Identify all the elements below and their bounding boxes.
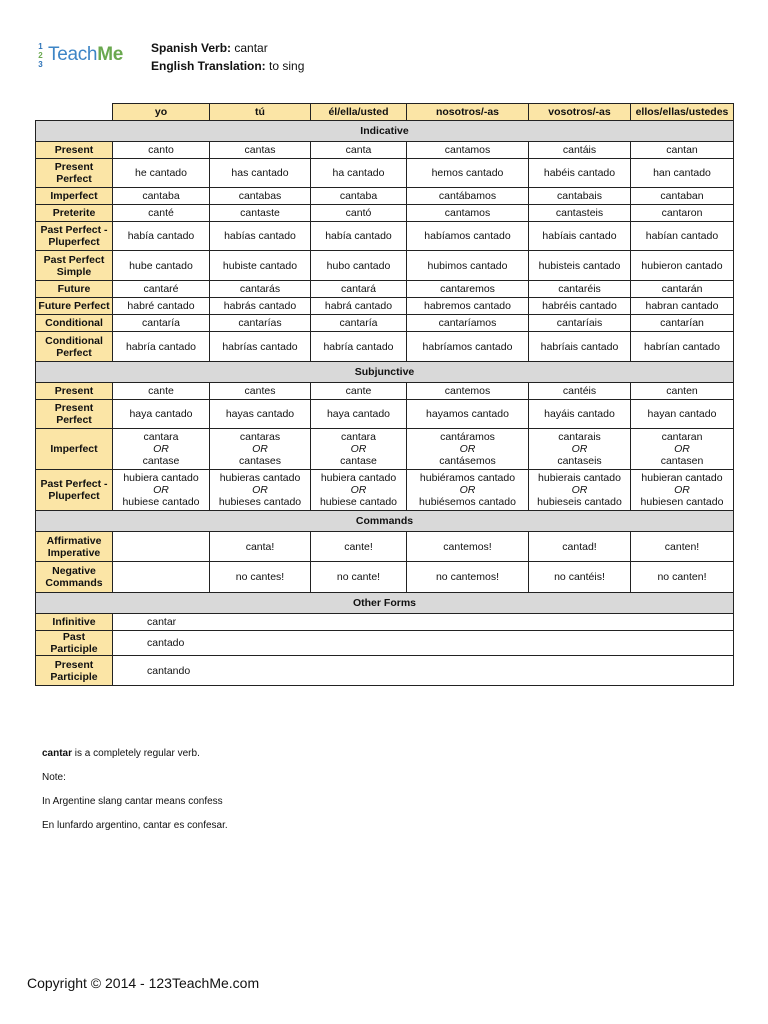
conjugation-cell: cantarás — [210, 281, 311, 298]
conjugation-cell: no cantes! — [210, 562, 311, 593]
or-separator: OR — [459, 443, 476, 455]
conjugation-cell: cantó — [311, 205, 407, 222]
other-form-value: cantar — [113, 614, 734, 631]
conjugation-cell: canté — [113, 205, 210, 222]
other-form-label: Past Participle — [36, 631, 113, 656]
conjugation-cell: cantarías — [210, 315, 311, 332]
conjugation-cell: había cantado — [113, 222, 210, 251]
conjugation-cell: no canten! — [631, 562, 734, 593]
conjugation-cell: hayas cantado — [210, 400, 311, 429]
conjugation-form: cantáramos — [440, 431, 495, 443]
conjugation-cell: cantaríais — [529, 315, 631, 332]
conjugation-form: cantasen — [660, 455, 704, 467]
verb-line — [151, 39, 304, 57]
tense-label: Past Perfect Simple — [36, 251, 113, 281]
conjugation-row — [36, 251, 734, 281]
conjugation-cell: hubieron cantado — [631, 251, 734, 281]
conjugation-cell: cantábamos — [407, 188, 529, 205]
conjugation-cell: cantáis — [529, 142, 631, 159]
logo-teach: Teach — [48, 44, 98, 65]
conjugation-cell: cantamos — [407, 142, 529, 159]
conjugation-form: hubiéramos cantado — [419, 472, 516, 484]
conjugation-cell — [529, 470, 631, 511]
conjugation-row — [36, 383, 734, 400]
conjugation-cell: hubiste cantado — [210, 251, 311, 281]
verb-label: Spanish Verb: — [151, 41, 232, 55]
conjugation-cell: canta — [311, 142, 407, 159]
conjugation-cell: cantaríamos — [407, 315, 529, 332]
conjugation-form: hubiera cantado — [123, 472, 199, 484]
tense-label: Preterite — [36, 205, 113, 222]
conjugation-cell: hemos cantado — [407, 159, 529, 188]
conjugation-cell: no cantemos! — [407, 562, 529, 593]
note-line: En lunfardo argentino, cantar es confesar. — [42, 820, 228, 831]
tense-label: Past Perfect - Pluperfect — [36, 222, 113, 251]
conjugation-cell: hubisteis cantado — [529, 251, 631, 281]
conjugation-form: cantase — [142, 455, 180, 467]
conjugation-cell: cantaba — [113, 188, 210, 205]
logo-mark — [36, 42, 45, 69]
conjugation-cell: habría cantado — [113, 332, 210, 362]
conjugation-cell: hayan cantado — [631, 400, 734, 429]
section-title: Subjunctive — [36, 362, 734, 383]
logo-digit: 1 — [38, 41, 43, 51]
conjugation-row — [36, 159, 734, 188]
other-form-row — [36, 631, 734, 656]
notes — [42, 748, 228, 844]
conjugation-row — [36, 188, 734, 205]
or-separator: OR — [674, 484, 690, 496]
copyright: Copyright © 2014 - 123TeachMe.com — [27, 975, 260, 991]
conjugation-cell: cantaréis — [529, 281, 631, 298]
conjugation-cell: han cantado — [631, 159, 734, 188]
conjugation-cell: cantamos — [407, 205, 529, 222]
tense-label: Present Perfect — [36, 400, 113, 429]
conjugation-cell: cantasteis — [529, 205, 631, 222]
conjugation-cell: habréis cantado — [529, 298, 631, 315]
conjugation-cell — [113, 470, 210, 511]
translation-label: English Translation: — [151, 59, 266, 73]
conjugation-cell: ha cantado — [311, 159, 407, 188]
conjugation-cell: cantad! — [529, 532, 631, 562]
section-header-row — [36, 362, 734, 383]
conjugation-row — [36, 142, 734, 159]
conjugation-form: hubiera cantado — [320, 472, 397, 484]
tense-label: Conditional — [36, 315, 113, 332]
logo — [36, 38, 123, 72]
section-title: Indicative — [36, 121, 734, 142]
logo-wordmark — [48, 44, 123, 66]
conjugation-cell: habrá cantado — [311, 298, 407, 315]
or-separator: OR — [153, 484, 169, 496]
conjugation-cell: cantaban — [631, 188, 734, 205]
translation-line — [151, 57, 304, 75]
column-header: vosotros/-as — [529, 104, 631, 121]
conjugation-row — [36, 222, 734, 251]
conjugation-cell: había cantado — [311, 222, 407, 251]
or-separator: OR — [571, 443, 588, 455]
conjugation-cell: habré cantado — [113, 298, 210, 315]
tense-label: Negative Commands — [36, 562, 113, 593]
conjugation-cell: cantaron — [631, 205, 734, 222]
conjugation-form: hubieran cantado — [641, 472, 723, 484]
conjugation-cell: hubo cantado — [311, 251, 407, 281]
conjugation-cell — [407, 470, 529, 511]
translation-value: to sing — [269, 59, 305, 73]
conjugation-cell — [210, 470, 311, 511]
conjugation-cell: cantaría — [113, 315, 210, 332]
conjugation-cell: habéis cantado — [529, 159, 631, 188]
other-form-row — [36, 656, 734, 686]
conjugation-row — [36, 281, 734, 298]
conjugation-row — [36, 429, 734, 470]
conjugation-cell: cantaba — [311, 188, 407, 205]
conjugation-row — [36, 332, 734, 362]
other-form-value: cantando — [113, 656, 734, 686]
conjugation-cell — [529, 429, 631, 470]
conjugation-cell — [631, 429, 734, 470]
other-form-value: cantado — [113, 631, 734, 656]
tense-label: Past Perfect - Pluperfect — [36, 470, 113, 511]
other-form-label: Present Participle — [36, 656, 113, 686]
tense-label: Present Perfect — [36, 159, 113, 188]
conjugation-cell: cantará — [311, 281, 407, 298]
conjugation-cell: cantemos! — [407, 532, 529, 562]
or-separator: OR — [350, 484, 367, 496]
conjugation-cell: cantabais — [529, 188, 631, 205]
column-header: él/ella/usted — [311, 104, 407, 121]
tense-label: Present — [36, 142, 113, 159]
conjugation-cell: no cante! — [311, 562, 407, 593]
other-form-label: Infinitive — [36, 614, 113, 631]
conjugation-cell: cantaremos — [407, 281, 529, 298]
conjugation-cell: canten — [631, 383, 734, 400]
conjugation-cell: habíamos cantado — [407, 222, 529, 251]
corner-cell — [36, 104, 113, 121]
tense-label: Conditional Perfect — [36, 332, 113, 362]
conjugation-cell: habías cantado — [210, 222, 311, 251]
conjugation-cell: cantaste — [210, 205, 311, 222]
verb-value: cantar — [234, 41, 268, 55]
conjugation-form: cantara — [340, 431, 377, 443]
conjugation-form: cantaras — [239, 431, 281, 443]
or-separator: OR — [153, 443, 169, 455]
logo-me: Me — [97, 44, 123, 65]
conjugation-cell: no cantéis! — [529, 562, 631, 593]
conjugation-cell: habrían cantado — [631, 332, 734, 362]
conjugation-cell: habrías cantado — [210, 332, 311, 362]
logo-digit: 2 — [38, 50, 43, 60]
section-header-row — [36, 121, 734, 142]
conjugation-form: cantarais — [558, 431, 601, 443]
note-line: In Argentine slang cantar means confess — [42, 796, 223, 807]
conjugation-table — [35, 103, 734, 686]
conjugation-cell: cante — [311, 383, 407, 400]
conjugation-form: cantara — [143, 431, 179, 443]
note-label: Note: — [42, 772, 66, 783]
conjugation-form: hubiese cantado — [319, 496, 398, 508]
conjugation-cell: haya cantado — [113, 400, 210, 429]
conjugation-cell: cante — [113, 383, 210, 400]
conjugation-cell: cantarían — [631, 315, 734, 332]
conjugation-cell — [311, 470, 407, 511]
header-row — [36, 104, 734, 121]
conjugation-cell: cantabas — [210, 188, 311, 205]
conjugation-cell: cantes — [210, 383, 311, 400]
conjugation-form: hubiesen cantado — [640, 496, 724, 508]
conjugation-cell: haya cantado — [311, 400, 407, 429]
conjugation-row — [36, 315, 734, 332]
conjugation-cell — [311, 429, 407, 470]
conjugation-row — [36, 470, 734, 511]
tense-label: Future — [36, 281, 113, 298]
conjugation-cell: canta! — [210, 532, 311, 562]
tense-label: Imperfect — [36, 429, 113, 470]
conjugation-form: hubiésemos cantado — [419, 496, 516, 508]
other-form-row — [36, 614, 734, 631]
conjugation-cell: hube cantado — [113, 251, 210, 281]
conjugation-cell: hayáis cantado — [529, 400, 631, 429]
conjugation-cell: habríamos cantado — [407, 332, 529, 362]
conjugation-form: cantaseis — [557, 455, 602, 467]
tense-label: Future Perfect — [36, 298, 113, 315]
conjugation-form: hubieseis cantado — [537, 496, 622, 508]
conjugation-form: cantaran — [661, 431, 703, 443]
logo-digit: 3 — [38, 59, 43, 69]
or-separator: OR — [674, 443, 690, 455]
conjugation-cell: he cantado — [113, 159, 210, 188]
conjugation-cell: habíais cantado — [529, 222, 631, 251]
title-block — [151, 39, 304, 75]
conjugation-row — [36, 400, 734, 429]
conjugation-row — [36, 562, 734, 593]
conjugation-form: hubiese cantado — [122, 496, 200, 508]
section-header-row — [36, 593, 734, 614]
note-suffix: is a completely regular verb. — [72, 748, 200, 759]
conjugation-cell: hayamos cantado — [407, 400, 529, 429]
conjugation-form: cantásemos — [439, 455, 496, 467]
or-separator: OR — [571, 484, 588, 496]
conjugation-cell: habrás cantado — [210, 298, 311, 315]
tense-label: Affirmative Imperative — [36, 532, 113, 562]
column-header: yo — [113, 104, 210, 121]
conjugation-cell: habran cantado — [631, 298, 734, 315]
conjugation-cell: cante! — [311, 532, 407, 562]
regular-verb-note — [42, 748, 228, 760]
conjugation-form: hubierais cantado — [538, 472, 621, 484]
conjugation-cell: habríais cantado — [529, 332, 631, 362]
conjugation-cell: cantas — [210, 142, 311, 159]
tense-label: Imperfect — [36, 188, 113, 205]
conjugation-form: cantase — [340, 455, 377, 467]
section-header-row — [36, 511, 734, 532]
or-separator: OR — [252, 443, 268, 455]
column-header: nosotros/-as — [407, 104, 529, 121]
or-separator: OR — [350, 443, 367, 455]
conjugation-cell — [631, 470, 734, 511]
conjugation-cell: cantarán — [631, 281, 734, 298]
conjugation-cell: cantemos — [407, 383, 529, 400]
conjugation-cell: has cantado — [210, 159, 311, 188]
section-title: Other Forms — [36, 593, 734, 614]
column-header: ellos/ellas/ustedes — [631, 104, 734, 121]
conjugation-row — [36, 298, 734, 315]
section-title: Commands — [36, 511, 734, 532]
conjugation-cell — [113, 562, 210, 593]
conjugation-cell — [113, 532, 210, 562]
column-header: tú — [210, 104, 311, 121]
conjugation-cell: cantaría — [311, 315, 407, 332]
conjugation-cell: canten! — [631, 532, 734, 562]
conjugation-cell: habremos cantado — [407, 298, 529, 315]
conjugation-form: cantases — [238, 455, 282, 467]
conjugation-row — [36, 532, 734, 562]
conjugation-cell: habían cantado — [631, 222, 734, 251]
conjugation-cell: cantan — [631, 142, 734, 159]
note-verb: cantar — [42, 748, 73, 759]
conjugation-cell — [113, 429, 210, 470]
or-separator: OR — [252, 484, 268, 496]
conjugation-cell — [407, 429, 529, 470]
conjugation-cell — [210, 429, 311, 470]
conjugation-cell: hubimos cantado — [407, 251, 529, 281]
conjugation-cell: cantéis — [529, 383, 631, 400]
conjugation-form: hubieras cantado — [219, 472, 301, 484]
conjugation-cell: habría cantado — [311, 332, 407, 362]
conjugation-cell: canto — [113, 142, 210, 159]
or-separator: OR — [459, 484, 476, 496]
conjugation-cell: cantaré — [113, 281, 210, 298]
tense-label: Present — [36, 383, 113, 400]
conjugation-form: hubieses cantado — [218, 496, 302, 508]
conjugation-row — [36, 205, 734, 222]
